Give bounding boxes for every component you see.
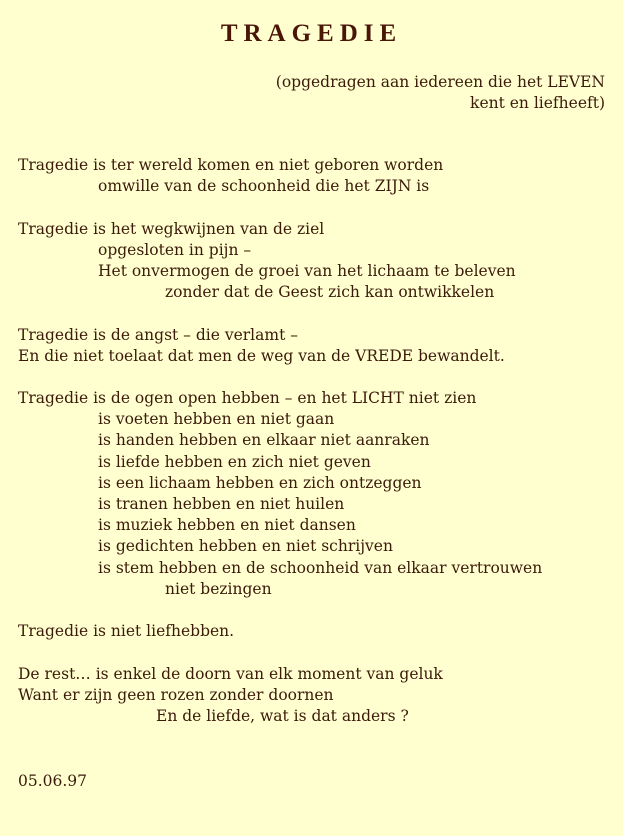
poem-line: En die niet toelaat dat men de weg van de VREDE bewandelt.: [18, 346, 505, 365]
poem-line: is liefde hebben en zich niet geven: [98, 452, 371, 471]
poem-line: is voeten hebben en niet gaan: [98, 410, 335, 429]
poem-title: TRAGEDIE: [220, 20, 403, 47]
dedication: [185, 72, 605, 114]
poem-line: Tragedie is de ogen open hebben – en het LICHT niet zien: [18, 389, 477, 408]
poem-line: is stem hebben en de schoonheid van elkaar vertrouwen: [98, 558, 543, 577]
dedication-line: kent en liefheeft): [470, 94, 605, 112]
poem-line: omwille van de schoonheid die het ZIJN is: [98, 177, 430, 196]
poem-line: is handen hebben en elkaar niet aanraken: [98, 431, 430, 450]
poem-line: zonder dat de Geest zich kan ontwikkelen: [165, 283, 495, 302]
poem-line: is een lichaam hebben en zich ontzeggen: [98, 473, 422, 492]
poem-line: Het onvermogen de groei van het lichaam te beleven: [98, 261, 516, 280]
dedication-line: (opgedragen aan iedereen die het LEVEN: [275, 73, 605, 91]
poem-line: Tragedie is ter wereld komen en niet geboren worden: [18, 156, 444, 174]
poem-body: [18, 155, 618, 727]
stanza-gap: [18, 303, 618, 324]
poem-line: En de liefde, wat is dat anders ?: [156, 706, 409, 725]
poem-line: is gedichten hebben en niet schrijven: [98, 537, 393, 556]
poem-line: opgesloten in pijn –: [98, 240, 252, 259]
poem-line: Tragedie is niet liefhebben.: [18, 622, 235, 641]
poem-line: De rest… is enkel de doorn van elk moment van geluk: [18, 664, 443, 683]
stanza-gap: [18, 197, 618, 218]
poem-line: is tranen hebben en niet huilen: [98, 495, 345, 513]
poem-line: Want er zijn geen rozen zonder doornen: [18, 685, 334, 704]
stanza-gap: [18, 600, 618, 621]
stanza-gap: [18, 367, 618, 388]
poem-line: Tragedie is de angst – die verlamt –: [18, 325, 298, 344]
poem-line: Tragedie is het wegkwijnen van de ziel: [18, 219, 325, 238]
poem-line: is muziek hebben en niet dansen: [98, 516, 356, 535]
poem-date: 05.06.97: [18, 772, 88, 790]
stanza-gap: [18, 642, 618, 663]
poem-line: niet bezingen: [165, 579, 272, 598]
